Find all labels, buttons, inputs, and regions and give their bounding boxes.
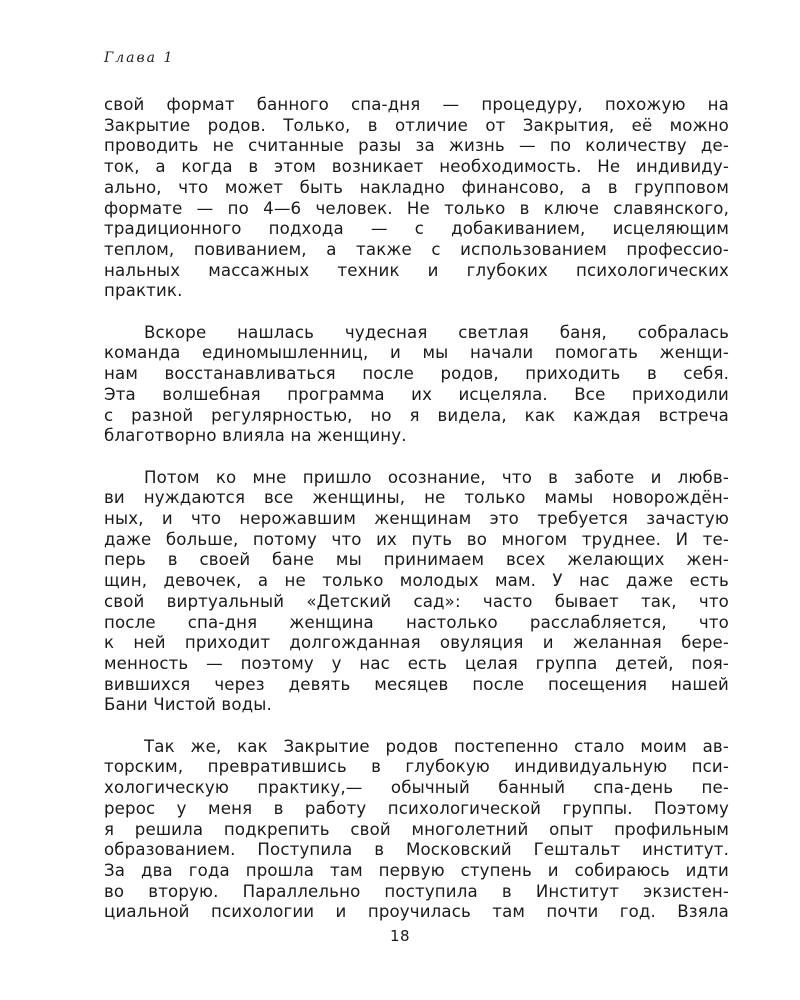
text-line: практик.: [104, 281, 183, 301]
text-line: Так же, как Закрытие родов постепенно стало моим ав-: [144, 736, 729, 756]
text-line: даже больше, потому что их путь во многом труднее. И те-: [104, 529, 729, 549]
text-line: нам восстанавливаться после родов, приходить в себя.: [104, 364, 729, 384]
page-number: 18: [389, 927, 411, 945]
text-line: ви нуждаются все женщины, не только мамы новорождён-: [104, 488, 729, 508]
text-line: свой виртуальный «Детский сад»: часто бывает так, что: [104, 591, 729, 611]
text-line: ных, и что нерожавшим женщинам это требуется зачастую: [104, 509, 729, 529]
text-line: Эта волшебная программа их исцеляла. Все приходили: [104, 384, 729, 404]
text-line: благотворно влияла на женщину.: [104, 426, 407, 446]
text-line: перь в своей бане мы принимаем всех желающих жен-: [104, 550, 729, 570]
paragraph-3: [104, 468, 729, 716]
text-line: нальных массажных техник и глубоких психологических: [104, 260, 729, 280]
text-line: формате — по 4—6 человек. Не только в ключе славянского,: [104, 198, 729, 218]
text-line: циальной психологии и проучилась там почти год. Взяла: [104, 902, 729, 922]
text-line: ток, а когда в этом возникает необходимость. Не индивиду-: [104, 157, 729, 177]
text-line: ально, что может быть накладно финансово, а в групповом: [104, 177, 729, 197]
text-line: Потом ко мне пришло осознание, что в заботе и любв-: [144, 467, 729, 487]
text-line: менность — поэтому у нас есть целая группа детей, поя-: [104, 653, 729, 673]
text-line: вившихся через девять месяцев после посещения нашей: [104, 674, 729, 694]
text-line: торским, превратившись в глубокую индивидуальную пси-: [104, 757, 729, 777]
paragraph-4: [104, 737, 729, 923]
paragraph-2: [104, 323, 729, 447]
chapter-header: Глава 1: [104, 50, 175, 66]
text-line: За два года прошла там первую ступень и собираюсь идти: [104, 860, 729, 880]
text-line: традиционного подхода — с добакиванием, исцеляющим: [104, 219, 729, 239]
text-line: рерос у меня в работу психологической группы. Поэтому: [104, 798, 729, 818]
text-line: Бани Чистой воды.: [104, 695, 272, 715]
text-line: теплом, повиванием, а также с использованием профессио-: [104, 239, 729, 259]
text-line: к ней приходит долгожданная овуляция и желанная бере-: [104, 633, 729, 653]
text-line: проводить не считанные разы за жизнь — по количеству де-: [104, 136, 729, 156]
body-text: [104, 95, 729, 944]
text-line: Закрытие родов. Только, в отличие от Закрытия, её можно: [104, 115, 729, 135]
text-line: команда единомышленниц, и мы начали помогать женщи-: [104, 343, 729, 363]
text-line: щин, девочек, а не только молодых мам. У нас даже есть: [104, 571, 729, 591]
text-line: хологическую практику,— обычный банный спа-день пе-: [104, 778, 729, 798]
text-line: я решила подкрепить свой многолетний опыт профильным: [104, 819, 729, 839]
text-line: с разной регулярностью, но я видела, как каждая встреча: [104, 405, 729, 425]
paragraph-1: [104, 95, 729, 302]
text-line: образованием. Поступила в Московский Гештальт институт.: [104, 840, 729, 860]
text-line: после спа-дня женщина настолько расслабляется, что: [104, 612, 729, 632]
text-line: во вторую. Параллельно поступила в Институт экзистен-: [104, 881, 729, 901]
text-line: Вскоре нашлась чудесная светлая баня, собралась: [144, 322, 729, 342]
text-line: свой формат банного спа-дня — процедуру, похожую на: [104, 95, 729, 114]
